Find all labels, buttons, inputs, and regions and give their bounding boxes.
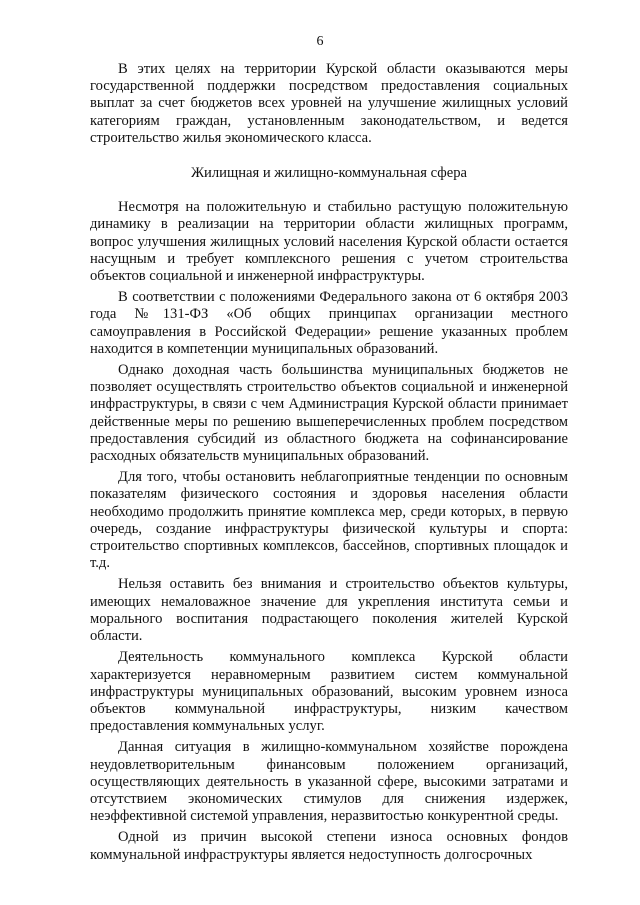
paragraph: В соответствии с положениями Федерального закона от 6 октября 2003 года №131-ФЗ «Об общих принципах организации местного самоуправления в Российской Федерации» решение указанных проблем находится в компетенции муниципальных образований. (90, 289, 568, 357)
paragraph: Данная ситуация в жилищно-коммунальном хозяйстве порождена неудовлетворительным финансовым положением организаций, осуществляющих деятельность в указанной сфере, высокими затратами и отсутствием экономических стимулов для снижения издержек, неэффективной системой управления, неразвитостью конкурентной среды. (90, 739, 568, 825)
section-heading: Жилищная и жилищно-коммунальная сфера (190, 165, 467, 182)
page-number: 6 (316, 34, 324, 49)
document-body (90, 61, 568, 864)
paragraph: Для того, чтобы остановить неблагоприятные тенденции по основным показателям физического состояния и здоровья населения области необходимо продолжить принятие комплекса мер, среди которых, в первую очередь, создание инфраструктуры физической культуры и спорта: строительство спортивных комплексов, бассейнов, спортивных площадок и т.д. (90, 469, 568, 572)
paragraph: Однако доходная часть большинства муниципальных бюджетов не позволяет осуществлять строительство объектов социальной и инженерной инфраструктуры, в связи с чем Администрация Курской области принимает действенные меры по решению вышеперечисленных проблем посредством предоставления субсидий из областного бюджета на софинансирование расходных обязательств муниципальных образований. (90, 362, 568, 465)
paragraph: Одной из причин высокой степени износа основных фондов коммунальной инфраструктуры является недоступность долгосрочных (90, 829, 568, 863)
paragraph: Нельзя оставить без внимания и строительство объектов культуры, имеющих немаловажное значение для укрепления института семьи и морального воспитания подрастающего поколения жителей Курской области. (90, 576, 568, 645)
paragraph: В этих целях на территории Курской области оказываются меры государственной поддержки посредством предоставления социальных выплат за счет бюджетов всех уровней на улучшение жилищных условий категориям граждан, установленным законодательством, и ведется строительство жилья экономического класса. (90, 61, 568, 146)
paragraph: Несмотря на положительную и стабильно растущую положительную динамику в реализации на территории области жилищных программ, вопрос улучшения жилищных условий населения Курской области остается насущным и требует комплексного решения с учетом строительства объектов социальной и инженерной инфраструктуры. (90, 199, 568, 285)
paragraph: Деятельность коммунального комплекса Курской области характеризуется неравномерным развитием систем коммунальной инфраструктуры муниципальных образований, высоким уровнем износа объектов коммунальной инфраструктуры, низким качеством предоставления коммунальных услуг. (90, 649, 568, 735)
